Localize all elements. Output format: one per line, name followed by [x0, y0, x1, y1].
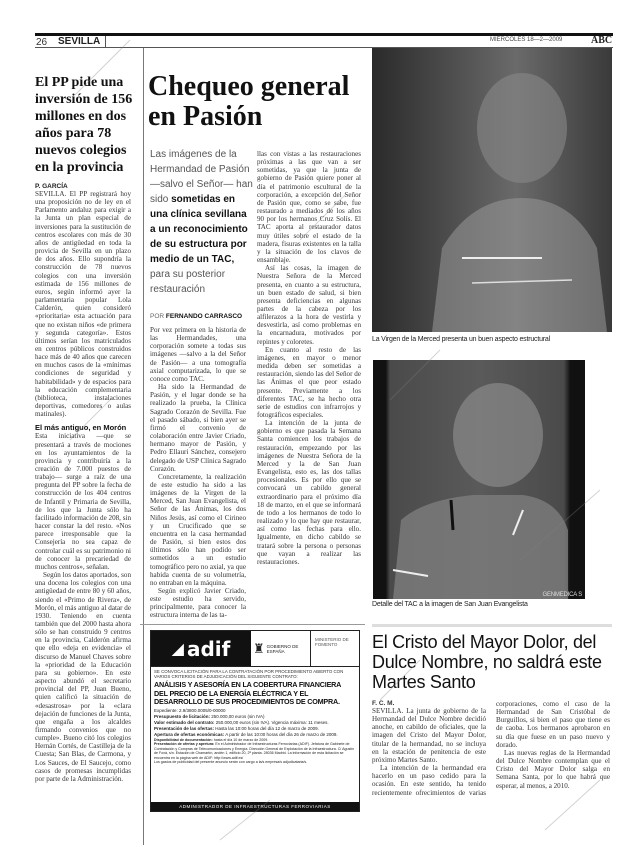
- issue-date: MIÉRCOLES 18—2—2009: [490, 37, 563, 43]
- ct-scan-image: [373, 360, 585, 599]
- paragraph: Las nuevas reglas de la Hermandad del Dulce Nombre contemplan que el Cristo del Mayor Dolor salga en Semana Santa, por lo que habrá que esperar, al menos, a 2010.: [496, 748, 610, 790]
- second-byline: F. C. M.: [372, 700, 395, 707]
- photo-caption: La Virgen de la Merced presenta un buen aspecto estructural: [372, 336, 550, 343]
- left-article: [35, 183, 131, 783]
- left-body: [35, 190, 131, 783]
- paragraph: llas con vistas a las restauraciones próximas a las que van a ser sometidas, ya que la junta de gobierno de Pasión quiere poner al día el patrimonio escultural de la corporación, a excepción del Señor de Pasión que, como se sabe, fue restaurado a mediados de los años 90 por los hermanos Cruz Solís. El TAC aporta al restaurador datos muy útiles sobre el estado de la madera, fisuras existentes en la talla y la situación de los clavos de ensamblaje.: [257, 150, 361, 265]
- header-rule: [35, 33, 613, 36]
- second-article-rule: [372, 624, 612, 627]
- ad-line: Valor estimado del contrato: 250.000,00 euros (sin IVA). Vigencia máxima: 11 meses.: [154, 719, 329, 725]
- deck-text-end: para su posterior restauración: [150, 269, 226, 295]
- ad-footer: ADMINISTRADOR DE INFRAESTRUCTURAS FERROVIARIAS: [151, 802, 359, 811]
- adif-logo-text: adif: [186, 636, 231, 661]
- ad-line: Presupuesto de licitación: 250.000,00 euros (sin IVA): [154, 713, 265, 719]
- main-deck: [150, 147, 254, 297]
- left-subhead: El más antiguo, en Morón: [35, 423, 127, 433]
- section-name: SEVILLA: [58, 36, 106, 48]
- main-byline: [150, 313, 242, 320]
- ad-header: [151, 631, 359, 667]
- photo-virgen-merced: [372, 48, 612, 332]
- ad-line: Apertura de ofertas económicas: A partir de las 10:00 horas del día 26 de marzo de 2009.: [154, 731, 338, 737]
- second-headline: El Cristo del Mayor Dolor, del Dulce Nombre, no saldrá este Martes Santo: [372, 632, 602, 692]
- paragraph: Así las cosas, la imagen de Nuestra Señora de la Merced presenta, en cuanto a su estructura, un buen estado de salud, si bien presenta deficiencias en algunas partes de la cabeza por los alfilerazos a la hora de vestirla y desvestirla, así como problemas en la encarnadura, motivados por repintes y coloretes.: [257, 264, 361, 346]
- ad-title: ANÁLISIS Y ASESORÍA EN LA COBERTURA FINANCIERA DEL PRECIO DE LA ENERGÍA ELÉCTRICA Y EL DESARROLLO DE SUS PROCEDIMIENTOS DE COMPRA.: [154, 680, 341, 706]
- ad-intro: SE CONVOCA LICITACIÓN PARA LA CONTRATACIÓN POR PROCEDIMIENTO ABIERTO CON VARIOS CRITERIOS DE ADJUDICACIÓN DEL SIGUIENTE CONTRATO:: [154, 669, 344, 679]
- paragraph: SEVILLA. El PP registrará hoy una proposición no de ley en el Parlamento andaluz para exigir a la Junta un plan especial de inversiones para la sustitución de centros escolares con más de 30 años de antigüedad en toda la provicia de Sevilla en un plazo de dos años. Ello supondría la construcción de 78 nuevos colegios con una inversión estimada de 156 millones de euros, según informó ayer la parlamentaria popular Lola Calderón, quien consideró «prioritaria» esta actuación para que no existan niños «de primera y segunda categoría». Estos últimos serían los matriculados en centros públicos construidos hace más de 40 años que carecen en muchos casos de la «mínimas condiciones de seguridad y habitabilidad» y de espacios para la educación complementaria (biblioteca, instalaciones deportivas, comedores o aulas matinales).: [35, 190, 131, 419]
- paragraph: Ha sido la Hermandad de Pasión, y el lugar donde se ha realizado la prueba, la Clínica Sagrado Corazón de Sevilla. Fue el pasado sábado, si bien ayer se firmó el convenio de colaboración entre Javier Criado, hermano mayor de Pasión, y Pedro Ellauri Sánchez, consejero delegado de USP Clínica Sagrado Corazón.: [150, 383, 246, 473]
- scan-label: GENMEDICA S: [542, 592, 582, 598]
- ad-details: [151, 707, 359, 766]
- main-col-1: [150, 326, 246, 620]
- gov-logo: [251, 631, 311, 666]
- adif-ad: [150, 630, 360, 812]
- paragraph: Por vez primera en la historia de las Hermandades, una corporación somete a todas sus imágenes —salvo a la del Señor de Pasión— a una tomografía axial computarizada, lo que se conoce como TAC.: [150, 326, 246, 383]
- ad-rule: [140, 624, 365, 625]
- adif-logo: [151, 631, 251, 666]
- ad-line: Disponibilidad de documentación: hasta el día 10 de marzo de 2009. Presentación de ofertas y apertura: En el Administrador de Infraestructuras Ferroviarias (ADIF). Jefatura de Gabinete de Contratación y Compras de Telecomunicaciones y Energía. Dirección General de Explotación de la Infraestructura. C/ Agustín de Foxá, s/n. Estación de Chamartín, andén 1, edificio 20, 2ª planta. 28036 Madrid. La información de esta licitación se encuentra en la página web de ADIF: http://www.adif.es/ Los gastos de publicidad del presente anuncio serán con cargo a la/s empresa/s adjudicataria/s.: [154, 737, 355, 764]
- photo-caption: Detalle del TAC a la imagen de San Juan Evangelista: [372, 601, 528, 608]
- ministry-text: MINISTERIO DE FOMENTO: [315, 637, 349, 647]
- left-byline: P. GARCÍA: [35, 183, 68, 190]
- gov-text: GOBIERNO DE ESPAÑA: [266, 643, 299, 654]
- paragraph: Según los datos aportados, son una docena los colegios con una antigüedad de entre 80 y 60 años, siendo el «Primo de Rivera», de Morón, el más antiguo al datar de 1930. Teniendo en cuenta también que del 2000 hasta ahora sólo se han construido 9 centros en la provincia, Calderón afirma que ello «deja en evidencia» el discurso de Manuel Chaves sobre la «prioridad de la Educación para su gobierno». En este aspecto abundó el secretario provincial del PP, Juan Bueno, quien calificó la situación de «desastrosa» por la «clara dejación de funciones de la Junta, que engaña a los alcaldes firmando convenios que no cumple». Bueno citó los colegios Hernán Cortés, de Castilleja de la Cuesta; San Blas, de Carmona, y Los Sauces, de El Saucejo, como casos de promesas incumplidas por parte de la Administración.: [35, 571, 131, 783]
- second-body: [372, 700, 610, 797]
- coat-of-arms-icon: ♜: [253, 640, 265, 656]
- main-col-2: [257, 150, 361, 566]
- left-headline: El PP pide una inversión de 156 millones en dos años para 78 nuevos colegios en la provincia: [35, 75, 133, 175]
- page-number: 26: [36, 37, 48, 48]
- column-divider: [143, 48, 144, 845]
- ad-line: Expediente: 2.9/3800.0005/0-00000: [154, 707, 226, 713]
- byline-prefix: POR: [150, 313, 165, 320]
- paragraph: La intención de la junta de gobierno es que pasada la Semana Santa comiencen los trabajos de restauración, empezando por las imágenes de Nuestra Señora de la Merced y la de San Juan Evangelista, esto es, las dos tallas procesionales. Es por ello que se convocará un cabildo general extraordinario para el próximo día 18 de marzo, en el que se informará de todo a los hermanos de todo lo realizado y lo que hay que restaurar, así como las fechas para ello. Igualmente, en dicho cabildo se tratará sobre la persona o personas que vayan a realizar las restauraciones.: [257, 419, 361, 566]
- photo-san-juan: [373, 360, 585, 599]
- paragraph: Concretamente, la realización de este estudio ha sido a las imágenes de la Virgen de la Merced, San Juan Evangelista, el Señor de las Ánimas, los dos Niños Jesús, así como el Cirineo y un Crucificado que se encuentra en la casa hermandad de Pasión, si bien estos dos últimos sólo han podido ser sometidos a un estudio tomográfico pero no axial, ya que habida cuenta de su volumetría, no entraban en la máquina.: [150, 472, 246, 587]
- byline-author: FERNANDO CARRASCO: [165, 313, 243, 320]
- deck-text: Las imágenes de la Hermandad de Pasión —salvo el Señor— han sido: [150, 149, 253, 205]
- adif-logo-icon: ◢: [171, 639, 184, 658]
- paragraph: En cuanto al resto de las imágenes, en mayor o menor medida deben ser sometidas a restauración, siendo las del Señor de las Ánimas el que peor estado presente. Previamente a los diferentes TAC, se ha hecho otra serie de estudios con infrarrojos y fotográficos especiales.: [257, 345, 361, 419]
- paragraph: Según explicó Javier Criado, este estudio ha servido, principalmente, para conocer la estructura interna de las ta-: [150, 587, 246, 620]
- main-headline: Chequeo general en Pasión: [148, 71, 350, 132]
- paragraph: Esta iniciativa —que se presentará a través de mociones en los ayuntamientos de la provincia y contribuiría a la creación de 7.000 puestos de trabajo— surge a raíz de una pregunta del PP sobre la fecha de construcción de los 404 centros de Infantil y Primaria de Sevilla, de los que la Junta sólo ha facilitado información de 208, sin hacer constar la del resto. «Nos parece irresponsable que la Consejería no sea capaz de controlar cuál es su patrimonio ni de conocer la precariedad de muchos centros», señalan.: [35, 432, 131, 571]
- paragraph: La intención de la hermandad era hacerlo en un paso cedido para la ocasión. En este sentido, ha tenido recientemente ofrecimientos de varias corporaciones, como el caso de la Hermandad de San Cristóbal de Burguillos, si bien el paso que tiene es de caoba. Los hermanos aprobaron en su día que fuese en un paso nuevo y dorado.: [372, 700, 610, 797]
- ct-scan-image: [372, 48, 612, 332]
- deck-bold: sometidas en una clínica sevillana a un reconocimiento de su estructura por medio de un TAC,: [150, 194, 248, 265]
- ad-line: Presentación de las ofertas: Hasta las 10:00 horas del día 12 de marzo de 2009.: [154, 725, 319, 731]
- newspaper-brand: ABC: [591, 35, 613, 46]
- paragraph: SEVILLA. La junta de gobierno de la Hermandad del Dulce Nombre decidió anoche, en cabildo de oficiales, que la imagen del Cristo del Mayor Dolor, titular de la hermandad, no se incluya en la estación de penitencia de este próximo Martes Santo.: [372, 707, 486, 764]
